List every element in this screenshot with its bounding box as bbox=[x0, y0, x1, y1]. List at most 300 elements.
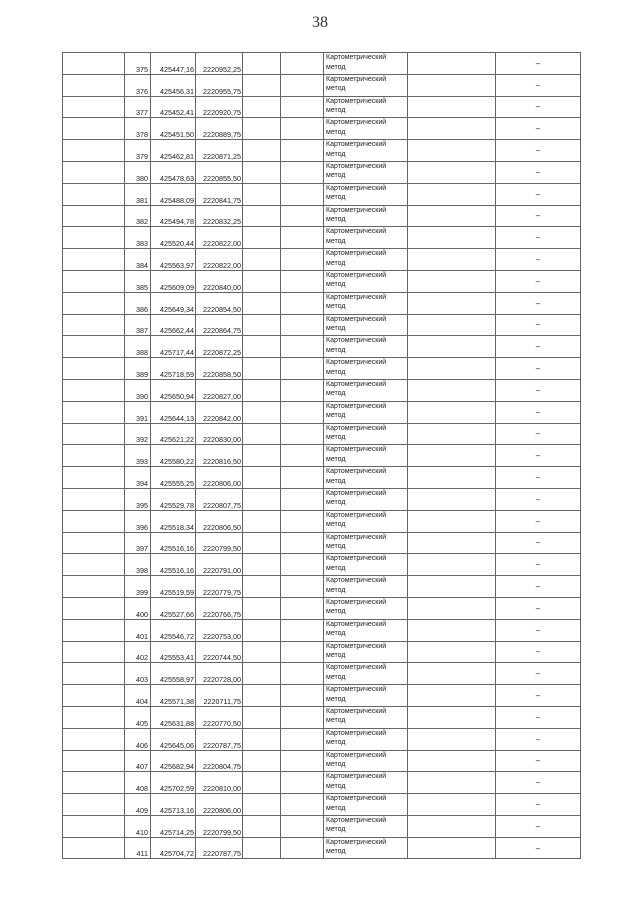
point-number-cell: 386 bbox=[125, 292, 151, 314]
method-cell: Картометрический метод bbox=[324, 401, 408, 423]
table-row bbox=[63, 96, 581, 118]
x-coordinate-cell: 425519,59 bbox=[151, 576, 196, 598]
blank-cell bbox=[63, 401, 125, 423]
x-coordinate-cell: 425714,25 bbox=[151, 815, 196, 837]
blank-cell bbox=[408, 379, 496, 401]
x-coordinate-cell: 425555,25 bbox=[151, 467, 196, 489]
dash-cell: – bbox=[496, 314, 581, 336]
blank-cell bbox=[281, 467, 324, 489]
blank-cell bbox=[63, 96, 125, 118]
blank-cell bbox=[281, 794, 324, 816]
blank-cell bbox=[408, 53, 496, 75]
point-number-cell: 392 bbox=[125, 423, 151, 445]
table-row bbox=[63, 837, 581, 859]
x-coordinate-cell: 425650,94 bbox=[151, 379, 196, 401]
blank-cell bbox=[243, 706, 281, 728]
table-row bbox=[63, 53, 581, 75]
x-coordinate-cell: 425447,16 bbox=[151, 53, 196, 75]
blank-cell bbox=[63, 728, 125, 750]
blank-cell bbox=[63, 205, 125, 227]
table-row bbox=[63, 249, 581, 271]
method-cell: Картометрический метод bbox=[324, 488, 408, 510]
x-coordinate-cell: 425516,16 bbox=[151, 532, 196, 554]
point-number-cell: 375 bbox=[125, 53, 151, 75]
table-row bbox=[63, 488, 581, 510]
blank-cell bbox=[243, 554, 281, 576]
blank-cell bbox=[408, 597, 496, 619]
method-cell: Картометрический метод bbox=[324, 641, 408, 663]
dash-cell: – bbox=[496, 837, 581, 859]
y-coordinate-cell: 2220799,50 bbox=[196, 815, 243, 837]
blank-cell bbox=[63, 663, 125, 685]
blank-cell bbox=[281, 554, 324, 576]
dash-cell: – bbox=[496, 619, 581, 641]
point-number-cell: 410 bbox=[125, 815, 151, 837]
point-number-cell: 398 bbox=[125, 554, 151, 576]
point-number-cell: 400 bbox=[125, 597, 151, 619]
dash-cell: – bbox=[496, 270, 581, 292]
point-number-cell: 402 bbox=[125, 641, 151, 663]
blank-cell bbox=[408, 772, 496, 794]
blank-cell bbox=[408, 576, 496, 598]
y-coordinate-cell: 2220832,25 bbox=[196, 205, 243, 227]
point-number-cell: 404 bbox=[125, 685, 151, 707]
x-coordinate-cell: 425644,13 bbox=[151, 401, 196, 423]
blank-cell bbox=[281, 728, 324, 750]
blank-cell bbox=[408, 314, 496, 336]
y-coordinate-cell: 2220770,50 bbox=[196, 706, 243, 728]
table-row bbox=[63, 750, 581, 772]
blank-cell bbox=[408, 619, 496, 641]
y-coordinate-cell: 2220822,00 bbox=[196, 249, 243, 271]
point-number-cell: 403 bbox=[125, 663, 151, 685]
blank-cell bbox=[63, 576, 125, 598]
blank-cell bbox=[63, 750, 125, 772]
blank-cell bbox=[408, 249, 496, 271]
x-coordinate-cell: 425580,22 bbox=[151, 445, 196, 467]
table-row bbox=[63, 423, 581, 445]
blank-cell bbox=[243, 619, 281, 641]
blank-cell bbox=[281, 576, 324, 598]
blank-cell bbox=[281, 140, 324, 162]
point-number-cell: 405 bbox=[125, 706, 151, 728]
blank-cell bbox=[408, 641, 496, 663]
dash-cell: – bbox=[496, 74, 581, 96]
blank-cell bbox=[408, 728, 496, 750]
dash-cell: – bbox=[496, 663, 581, 685]
point-number-cell: 381 bbox=[125, 183, 151, 205]
dash-cell: – bbox=[496, 685, 581, 707]
table-row bbox=[63, 597, 581, 619]
y-coordinate-cell: 2220920,75 bbox=[196, 96, 243, 118]
method-cell: Картометрический метод bbox=[324, 140, 408, 162]
y-coordinate-cell: 2220779,75 bbox=[196, 576, 243, 598]
x-coordinate-cell: 425631,88 bbox=[151, 706, 196, 728]
dash-cell: – bbox=[496, 772, 581, 794]
y-coordinate-cell: 2220806,50 bbox=[196, 510, 243, 532]
blank-cell bbox=[281, 227, 324, 249]
table-row bbox=[63, 728, 581, 750]
blank-cell bbox=[243, 510, 281, 532]
blank-cell bbox=[243, 815, 281, 837]
table-row bbox=[63, 118, 581, 140]
blank-cell bbox=[243, 314, 281, 336]
y-coordinate-cell: 2220810,00 bbox=[196, 772, 243, 794]
method-cell: Картометрический метод bbox=[324, 837, 408, 859]
blank-cell bbox=[281, 249, 324, 271]
table-row bbox=[63, 619, 581, 641]
x-coordinate-cell: 425527,66 bbox=[151, 597, 196, 619]
blank-cell bbox=[243, 685, 281, 707]
method-cell: Картометрический метод bbox=[324, 445, 408, 467]
table-row bbox=[63, 576, 581, 598]
method-cell: Картометрический метод bbox=[324, 554, 408, 576]
blank-cell bbox=[243, 772, 281, 794]
x-coordinate-cell: 425609,09 bbox=[151, 270, 196, 292]
y-coordinate-cell: 2220889,75 bbox=[196, 118, 243, 140]
method-cell: Картометрический метод bbox=[324, 270, 408, 292]
method-cell: Картометрический метод bbox=[324, 728, 408, 750]
y-coordinate-cell: 2220827,00 bbox=[196, 379, 243, 401]
point-number-cell: 388 bbox=[125, 336, 151, 358]
blank-cell bbox=[243, 663, 281, 685]
x-coordinate-cell: 425563,97 bbox=[151, 249, 196, 271]
table-row bbox=[63, 74, 581, 96]
dash-cell: – bbox=[496, 227, 581, 249]
method-cell: Картометрический метод bbox=[324, 423, 408, 445]
blank-cell bbox=[408, 270, 496, 292]
blank-cell bbox=[63, 837, 125, 859]
y-coordinate-cell: 2220791,00 bbox=[196, 554, 243, 576]
blank-cell bbox=[408, 74, 496, 96]
blank-cell bbox=[408, 488, 496, 510]
x-coordinate-cell: 425621,22 bbox=[151, 423, 196, 445]
blank-cell bbox=[408, 336, 496, 358]
blank-cell bbox=[63, 423, 125, 445]
blank-cell bbox=[243, 401, 281, 423]
blank-cell bbox=[243, 597, 281, 619]
blank-cell bbox=[408, 401, 496, 423]
blank-cell bbox=[281, 74, 324, 96]
method-cell: Картометрический метод bbox=[324, 467, 408, 489]
blank-cell bbox=[63, 74, 125, 96]
point-number-cell: 378 bbox=[125, 118, 151, 140]
x-coordinate-cell: 425704,72 bbox=[151, 837, 196, 859]
dash-cell: – bbox=[496, 53, 581, 75]
dash-cell: – bbox=[496, 292, 581, 314]
x-coordinate-cell: 425649,34 bbox=[151, 292, 196, 314]
blank-cell bbox=[281, 510, 324, 532]
method-cell: Картометрический метод bbox=[324, 53, 408, 75]
table-row bbox=[63, 161, 581, 183]
blank-cell bbox=[408, 96, 496, 118]
blank-cell bbox=[63, 706, 125, 728]
blank-cell bbox=[63, 249, 125, 271]
dash-cell: – bbox=[496, 161, 581, 183]
blank-cell bbox=[281, 837, 324, 859]
table-row bbox=[63, 815, 581, 837]
blank-cell bbox=[281, 118, 324, 140]
dash-cell: – bbox=[496, 597, 581, 619]
method-cell: Картометрический метод bbox=[324, 74, 408, 96]
coordinates-table bbox=[62, 52, 581, 859]
dash-cell: – bbox=[496, 358, 581, 380]
dash-cell: – bbox=[496, 728, 581, 750]
blank-cell bbox=[243, 336, 281, 358]
x-coordinate-cell: 425645,06 bbox=[151, 728, 196, 750]
dash-cell: – bbox=[496, 706, 581, 728]
x-coordinate-cell: 425462,81 bbox=[151, 140, 196, 162]
method-cell: Картометрический метод bbox=[324, 292, 408, 314]
x-coordinate-cell: 425558,97 bbox=[151, 663, 196, 685]
blank-cell bbox=[63, 227, 125, 249]
x-coordinate-cell: 425682,94 bbox=[151, 750, 196, 772]
blank-cell bbox=[243, 532, 281, 554]
point-number-cell: 393 bbox=[125, 445, 151, 467]
blank-cell bbox=[63, 314, 125, 336]
method-cell: Картометрический метод bbox=[324, 96, 408, 118]
method-cell: Картометрический метод bbox=[324, 510, 408, 532]
y-coordinate-cell: 2220711,75 bbox=[196, 685, 243, 707]
dash-cell: – bbox=[496, 554, 581, 576]
dash-cell: – bbox=[496, 249, 581, 271]
blank-cell bbox=[281, 96, 324, 118]
method-cell: Картометрический метод bbox=[324, 663, 408, 685]
x-coordinate-cell: 425452,41 bbox=[151, 96, 196, 118]
method-cell: Картометрический метод bbox=[324, 576, 408, 598]
blank-cell bbox=[243, 118, 281, 140]
blank-cell bbox=[408, 118, 496, 140]
table-row bbox=[63, 401, 581, 423]
table-row bbox=[63, 336, 581, 358]
table-row bbox=[63, 445, 581, 467]
blank-cell bbox=[63, 467, 125, 489]
x-coordinate-cell: 425546,72 bbox=[151, 619, 196, 641]
x-coordinate-cell: 425488,09 bbox=[151, 183, 196, 205]
table-row bbox=[63, 467, 581, 489]
x-coordinate-cell: 425571,38 bbox=[151, 685, 196, 707]
x-coordinate-cell: 425717,44 bbox=[151, 336, 196, 358]
blank-cell bbox=[63, 510, 125, 532]
point-number-cell: 391 bbox=[125, 401, 151, 423]
blank-cell bbox=[281, 161, 324, 183]
blank-cell bbox=[63, 118, 125, 140]
blank-cell bbox=[281, 706, 324, 728]
point-number-cell: 397 bbox=[125, 532, 151, 554]
y-coordinate-cell: 2220816,50 bbox=[196, 445, 243, 467]
blank-cell bbox=[281, 53, 324, 75]
blank-cell bbox=[243, 205, 281, 227]
y-coordinate-cell: 2220787,75 bbox=[196, 728, 243, 750]
dash-cell: – bbox=[496, 488, 581, 510]
point-number-cell: 383 bbox=[125, 227, 151, 249]
blank-cell bbox=[281, 815, 324, 837]
blank-cell bbox=[63, 554, 125, 576]
blank-cell bbox=[408, 183, 496, 205]
x-coordinate-cell: 425456,31 bbox=[151, 74, 196, 96]
method-cell: Картометрический метод bbox=[324, 685, 408, 707]
blank-cell bbox=[281, 379, 324, 401]
blank-cell bbox=[408, 685, 496, 707]
blank-cell bbox=[408, 161, 496, 183]
blank-cell bbox=[243, 837, 281, 859]
point-number-cell: 401 bbox=[125, 619, 151, 641]
blank-cell bbox=[243, 445, 281, 467]
blank-cell bbox=[408, 750, 496, 772]
table-row bbox=[63, 663, 581, 685]
point-number-cell: 390 bbox=[125, 379, 151, 401]
blank-cell bbox=[281, 336, 324, 358]
blank-cell bbox=[243, 379, 281, 401]
blank-cell bbox=[63, 379, 125, 401]
blank-cell bbox=[243, 96, 281, 118]
point-number-cell: 389 bbox=[125, 358, 151, 380]
blank-cell bbox=[281, 205, 324, 227]
blank-cell bbox=[243, 161, 281, 183]
blank-cell bbox=[408, 445, 496, 467]
y-coordinate-cell: 2220807,75 bbox=[196, 488, 243, 510]
blank-cell bbox=[408, 292, 496, 314]
blank-cell bbox=[281, 750, 324, 772]
blank-cell bbox=[408, 227, 496, 249]
blank-cell bbox=[408, 140, 496, 162]
blank-cell bbox=[281, 663, 324, 685]
point-number-cell: 376 bbox=[125, 74, 151, 96]
y-coordinate-cell: 2220728,00 bbox=[196, 663, 243, 685]
blank-cell bbox=[243, 728, 281, 750]
blank-cell bbox=[243, 641, 281, 663]
blank-cell bbox=[243, 270, 281, 292]
point-number-cell: 379 bbox=[125, 140, 151, 162]
blank-cell bbox=[281, 445, 324, 467]
blank-cell bbox=[243, 292, 281, 314]
point-number-cell: 394 bbox=[125, 467, 151, 489]
dash-cell: – bbox=[496, 445, 581, 467]
table-row bbox=[63, 205, 581, 227]
method-cell: Картометрический метод bbox=[324, 249, 408, 271]
dash-cell: – bbox=[496, 576, 581, 598]
y-coordinate-cell: 2220841,75 bbox=[196, 183, 243, 205]
blank-cell bbox=[243, 74, 281, 96]
blank-cell bbox=[63, 336, 125, 358]
y-coordinate-cell: 2220872,25 bbox=[196, 336, 243, 358]
point-number-cell: 377 bbox=[125, 96, 151, 118]
blank-cell bbox=[243, 53, 281, 75]
method-cell: Картометрический метод bbox=[324, 205, 408, 227]
table-row bbox=[63, 794, 581, 816]
blank-cell bbox=[63, 183, 125, 205]
y-coordinate-cell: 2220806,00 bbox=[196, 467, 243, 489]
blank-cell bbox=[243, 488, 281, 510]
method-cell: Картометрический метод bbox=[324, 379, 408, 401]
table-row bbox=[63, 140, 581, 162]
blank-cell bbox=[281, 685, 324, 707]
point-number-cell: 382 bbox=[125, 205, 151, 227]
table-row bbox=[63, 772, 581, 794]
blank-cell bbox=[408, 837, 496, 859]
blank-cell bbox=[408, 467, 496, 489]
point-number-cell: 385 bbox=[125, 270, 151, 292]
method-cell: Картометрический метод bbox=[324, 532, 408, 554]
blank-cell bbox=[243, 794, 281, 816]
blank-cell bbox=[243, 423, 281, 445]
blank-cell bbox=[63, 161, 125, 183]
y-coordinate-cell: 2220822,00 bbox=[196, 227, 243, 249]
blank-cell bbox=[63, 270, 125, 292]
method-cell: Картометрический метод bbox=[324, 314, 408, 336]
method-cell: Картометрический метод bbox=[324, 227, 408, 249]
x-coordinate-cell: 425702,59 bbox=[151, 772, 196, 794]
y-coordinate-cell: 2220830,00 bbox=[196, 423, 243, 445]
x-coordinate-cell: 425494,78 bbox=[151, 205, 196, 227]
method-cell: Картометрический метод bbox=[324, 161, 408, 183]
blank-cell bbox=[243, 227, 281, 249]
point-number-cell: 407 bbox=[125, 750, 151, 772]
blank-cell bbox=[281, 619, 324, 641]
blank-cell bbox=[408, 205, 496, 227]
blank-cell bbox=[281, 314, 324, 336]
dash-cell: – bbox=[496, 423, 581, 445]
dash-cell: – bbox=[496, 118, 581, 140]
blank-cell bbox=[63, 140, 125, 162]
blank-cell bbox=[63, 772, 125, 794]
method-cell: Картометрический метод bbox=[324, 358, 408, 380]
dash-cell: – bbox=[496, 467, 581, 489]
y-coordinate-cell: 2220855,50 bbox=[196, 161, 243, 183]
dash-cell: – bbox=[496, 336, 581, 358]
blank-cell bbox=[63, 815, 125, 837]
blank-cell bbox=[243, 750, 281, 772]
table-row bbox=[63, 292, 581, 314]
dash-cell: – bbox=[496, 510, 581, 532]
dash-cell: – bbox=[496, 379, 581, 401]
blank-cell bbox=[63, 597, 125, 619]
x-coordinate-cell: 425713,16 bbox=[151, 794, 196, 816]
table-row bbox=[63, 270, 581, 292]
y-coordinate-cell: 2220955,75 bbox=[196, 74, 243, 96]
method-cell: Картометрический метод bbox=[324, 794, 408, 816]
y-coordinate-cell: 2220806,00 bbox=[196, 794, 243, 816]
blank-cell bbox=[281, 423, 324, 445]
x-coordinate-cell: 425718,59 bbox=[151, 358, 196, 380]
blank-cell bbox=[63, 445, 125, 467]
x-coordinate-cell: 425518,34 bbox=[151, 510, 196, 532]
dash-cell: – bbox=[496, 532, 581, 554]
blank-cell bbox=[408, 532, 496, 554]
table-row bbox=[63, 685, 581, 707]
dash-cell: – bbox=[496, 815, 581, 837]
dash-cell: – bbox=[496, 183, 581, 205]
y-coordinate-cell: 2220753,00 bbox=[196, 619, 243, 641]
blank-cell bbox=[281, 532, 324, 554]
blank-cell bbox=[281, 772, 324, 794]
blank-cell bbox=[243, 358, 281, 380]
method-cell: Картометрический метод bbox=[324, 815, 408, 837]
blank-cell bbox=[408, 663, 496, 685]
y-coordinate-cell: 2220766,75 bbox=[196, 597, 243, 619]
dash-cell: – bbox=[496, 96, 581, 118]
point-number-cell: 408 bbox=[125, 772, 151, 794]
y-coordinate-cell: 2220799,50 bbox=[196, 532, 243, 554]
blank-cell bbox=[281, 358, 324, 380]
method-cell: Картометрический метод bbox=[324, 118, 408, 140]
y-coordinate-cell: 2220952,25 bbox=[196, 53, 243, 75]
blank-cell bbox=[63, 685, 125, 707]
table-row bbox=[63, 358, 581, 380]
blank-cell bbox=[408, 815, 496, 837]
blank-cell bbox=[243, 140, 281, 162]
blank-cell bbox=[243, 467, 281, 489]
